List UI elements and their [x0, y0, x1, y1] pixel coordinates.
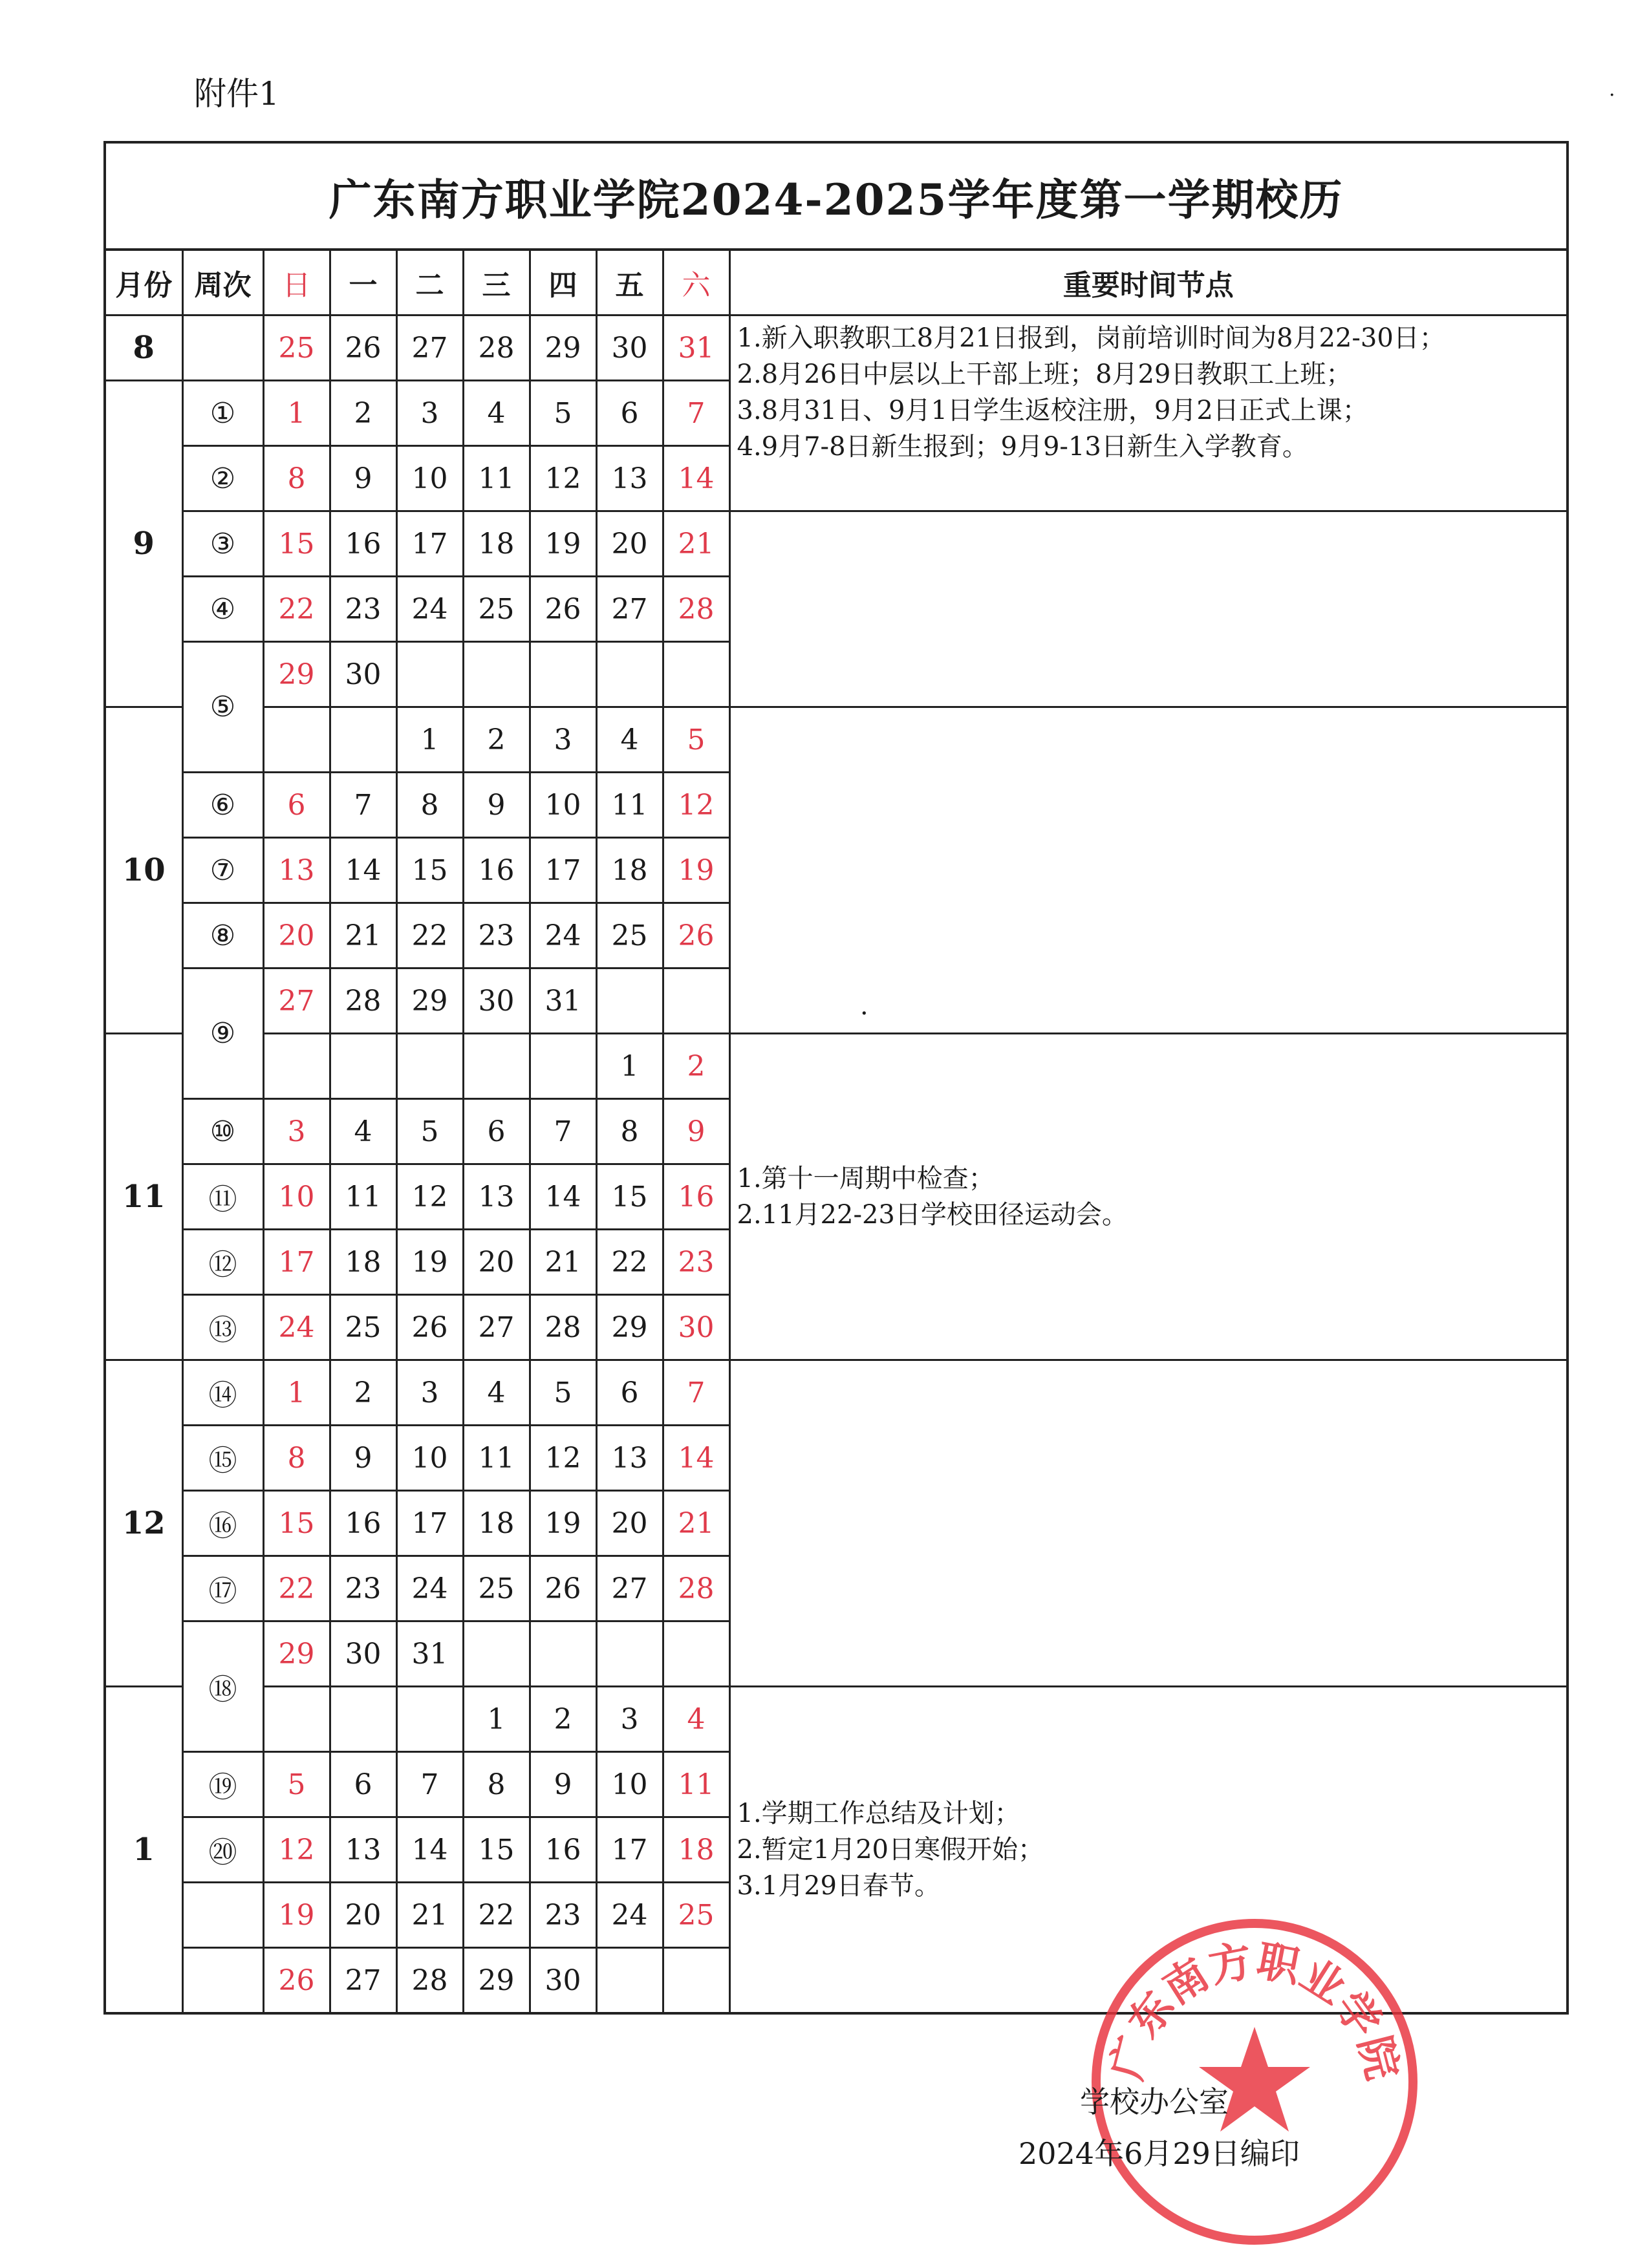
day-cell-mon: 11 [330, 1164, 396, 1230]
day-cell-thu: 7 [530, 1099, 596, 1164]
day-cell-mon: 27 [330, 1948, 396, 2014]
day-cell-tue: 3 [396, 1360, 463, 1426]
day-cell-fri: 3 [596, 1687, 663, 1752]
day-cell-thu: 3 [530, 707, 596, 773]
day-cell-thu: 9 [530, 1752, 596, 1817]
day-cell-wed: 15 [463, 1817, 530, 1883]
day-cell-sun: 15 [263, 511, 330, 577]
day-cell-sat [663, 1948, 729, 2014]
day-cell-thu: 5 [530, 1360, 596, 1426]
calendar-row [105, 316, 1568, 381]
day-cell-tue [396, 642, 463, 707]
day-cell-wed: 1 [463, 1687, 530, 1752]
day-cell-tue: 1 [396, 707, 463, 773]
day-cell-tue: 29 [396, 968, 463, 1034]
day-cell-thu: 30 [530, 1948, 596, 2014]
day-cell-fri: 27 [596, 1556, 663, 1621]
day-cell-mon: 2 [330, 1360, 396, 1426]
day-cell-mon: 16 [330, 1491, 396, 1556]
day-cell-sat: 7 [663, 1360, 729, 1426]
day-cell-thu [530, 1034, 596, 1099]
day-cell-thu: 16 [530, 1817, 596, 1883]
day-cell-tue [396, 1687, 463, 1752]
day-cell-wed: 28 [463, 316, 530, 381]
day-cell-wed: 13 [463, 1164, 530, 1230]
day-cell-thu: 12 [530, 1426, 596, 1491]
day-cell-sun: 25 [263, 316, 330, 381]
day-cell-sun: 8 [263, 446, 330, 511]
day-cell-wed: 11 [463, 1426, 530, 1491]
month-aug: 8 [105, 316, 182, 381]
day-cell-mon: 30 [330, 642, 396, 707]
day-cell-fri: 6 [596, 381, 663, 446]
day-cell-sun: 8 [263, 1426, 330, 1491]
week-number: ⑨ [182, 968, 263, 1099]
day-cell-sat: 14 [663, 446, 729, 511]
day-cell-mon: 25 [330, 1295, 396, 1360]
day-cell-sat: 25 [663, 1883, 729, 1948]
week-number: ⑳ [182, 1817, 263, 1883]
day-cell-wed [463, 642, 530, 707]
day-cell-tue: 15 [396, 838, 463, 903]
day-cell-wed: 4 [463, 381, 530, 446]
note-line: 2.11月22-23日学校田径运动会。 [737, 1200, 1128, 1230]
day-cell-sun: 13 [263, 838, 330, 903]
day-cell-sun: 22 [263, 1556, 330, 1621]
issue-date: 2024年6月29日编印 [1018, 2136, 1300, 2171]
day-cell-mon: 14 [330, 838, 396, 903]
day-cell-tue: 19 [396, 1230, 463, 1295]
day-cell-wed: 29 [463, 1948, 530, 2014]
day-cell-thu: 26 [530, 577, 596, 642]
day-cell-tue: 17 [396, 1491, 463, 1556]
day-cell-thu: 23 [530, 1883, 596, 1948]
day-cell-fri: 24 [596, 1883, 663, 1948]
day-cell-wed: 18 [463, 1491, 530, 1556]
day-cell-sun: 3 [263, 1099, 330, 1164]
day-cell-wed: 2 [463, 707, 530, 773]
day-cell-fri: 15 [596, 1164, 663, 1230]
day-cell-sat: 18 [663, 1817, 729, 1883]
day-cell-sun: 27 [263, 968, 330, 1034]
day-cell-sun: 20 [263, 903, 330, 968]
day-cell-fri: 20 [596, 1491, 663, 1556]
day-cell-thu: 5 [530, 381, 596, 446]
day-cell-mon [330, 1034, 396, 1099]
week-number: ⑩ [182, 1099, 263, 1164]
day-cell-fri: 13 [596, 1426, 663, 1491]
day-cell-mon: 7 [330, 773, 396, 838]
day-cell-fri: 25 [596, 903, 663, 968]
day-cell-sat: 28 [663, 577, 729, 642]
day-cell-tue: 31 [396, 1621, 463, 1687]
day-cell-mon: 9 [330, 446, 396, 511]
week-number: ⑤ [182, 642, 263, 773]
day-cell-thu: 2 [530, 1687, 596, 1752]
day-cell-sun: 24 [263, 1295, 330, 1360]
day-cell-tue: 10 [396, 446, 463, 511]
day-cell-fri [596, 1948, 663, 2014]
day-cell-wed [463, 1621, 530, 1687]
day-cell-tue: 27 [396, 316, 463, 381]
calendar-row [105, 511, 1568, 577]
note-line: 2.暂定1月20日寒假开始； [737, 1835, 1044, 1865]
day-cell-tue [396, 1034, 463, 1099]
day-cell-mon: 26 [330, 316, 396, 381]
day-cell-sun: 29 [263, 642, 330, 707]
month-jan: 1 [105, 1687, 182, 2014]
day-cell-tue: 17 [396, 511, 463, 577]
day-cell-wed: 30 [463, 968, 530, 1034]
day-cell-sat: 26 [663, 903, 729, 968]
day-cell-thu: 24 [530, 903, 596, 968]
note-line: 3.1月29日春节。 [737, 1871, 941, 1901]
day-cell-fri: 4 [596, 707, 663, 773]
day-cell-mon: 9 [330, 1426, 396, 1491]
note-line: 4.9月7-8日新生报到；9月9-13日新生入学教育。 [737, 432, 1308, 462]
day-cell-thu [530, 1621, 596, 1687]
notes-empty [729, 511, 1568, 707]
day-cell-tue: 21 [396, 1883, 463, 1948]
day-cell-thu: 28 [530, 1295, 596, 1360]
day-cell-mon: 4 [330, 1099, 396, 1164]
day-cell-wed: 20 [463, 1230, 530, 1295]
day-cell-sun [263, 1034, 330, 1099]
day-cell-wed: 25 [463, 1556, 530, 1621]
day-cell-sun: 1 [263, 381, 330, 446]
calendar-row [105, 1034, 1568, 1099]
scan-mark: · [1609, 84, 1615, 107]
week-number: ⑬ [182, 1295, 263, 1360]
day-cell-wed: 6 [463, 1099, 530, 1164]
week-header: 周次 [182, 250, 263, 316]
day-cell-mon: 13 [330, 1817, 396, 1883]
day-cell-sat [663, 968, 729, 1034]
week-number: ② [182, 446, 263, 511]
day-cell-wed [463, 1034, 530, 1099]
day-cell-mon: 23 [330, 577, 396, 642]
day-cell-mon: 23 [330, 1556, 396, 1621]
day-cell-wed: 8 [463, 1752, 530, 1817]
note-line: 1.新入职教职工8月21日报到，岗前培训时间为8月22-30日； [737, 323, 1445, 353]
week-number: ⑭ [182, 1360, 263, 1426]
day-cell-thu: 19 [530, 511, 596, 577]
day-cell-sat: 12 [663, 773, 729, 838]
day-cell-fri: 22 [596, 1230, 663, 1295]
day-header-thu: 四 [530, 250, 596, 316]
day-cell-sun: 19 [263, 1883, 330, 1948]
month-header: 月份 [105, 250, 182, 316]
week-number: ⑥ [182, 773, 263, 838]
day-cell-thu: 17 [530, 838, 596, 903]
day-cell-sat: 21 [663, 511, 729, 577]
day-cell-tue: 26 [396, 1295, 463, 1360]
day-header-fri: 五 [596, 250, 663, 316]
week-number: ⑧ [182, 903, 263, 968]
day-cell-tue: 5 [396, 1099, 463, 1164]
day-cell-tue: 10 [396, 1426, 463, 1491]
week-cell-empty [182, 316, 263, 381]
day-header-sun: 日 [263, 250, 330, 316]
day-cell-sat [663, 642, 729, 707]
day-cell-wed: 16 [463, 838, 530, 903]
day-cell-sun: 1 [263, 1360, 330, 1426]
issuing-office: 学校办公室 [1080, 2084, 1229, 2119]
day-cell-tue: 12 [396, 1164, 463, 1230]
scan-speck: · [860, 999, 868, 1029]
day-cell-thu: 26 [530, 1556, 596, 1621]
day-cell-thu: 19 [530, 1491, 596, 1556]
day-cell-fri: 1 [596, 1034, 663, 1099]
calendar-table [103, 141, 1569, 2015]
calendar-row [105, 1360, 1568, 1426]
day-cell-mon [330, 707, 396, 773]
week-number: ① [182, 381, 263, 446]
day-cell-wed: 18 [463, 511, 530, 577]
week-cell-empty [182, 1948, 263, 2014]
notes-aug-sep [729, 316, 1568, 511]
day-cell-sat: 28 [663, 1556, 729, 1621]
notes-empty [729, 707, 1568, 1034]
day-cell-mon: 2 [330, 381, 396, 446]
day-cell-fri [596, 642, 663, 707]
day-cell-fri [596, 968, 663, 1034]
day-cell-wed: 4 [463, 1360, 530, 1426]
day-cell-sun [263, 1687, 330, 1752]
day-cell-sat: 11 [663, 1752, 729, 1817]
calendar-row [105, 707, 1568, 773]
day-cell-wed: 22 [463, 1883, 530, 1948]
day-cell-fri: 20 [596, 511, 663, 577]
day-cell-tue: 8 [396, 773, 463, 838]
day-cell-sun: 26 [263, 1948, 330, 2014]
day-cell-mon: 18 [330, 1230, 396, 1295]
day-cell-sun: 29 [263, 1621, 330, 1687]
day-header-tue: 二 [396, 250, 463, 316]
week-number: ⑪ [182, 1164, 263, 1230]
day-cell-mon: 28 [330, 968, 396, 1034]
notes-empty [729, 1360, 1568, 1687]
day-cell-fri: 17 [596, 1817, 663, 1883]
day-cell-fri: 29 [596, 1295, 663, 1360]
note-line: 1.第十一周期中检查； [737, 1164, 995, 1193]
month-oct: 10 [105, 707, 182, 1034]
day-cell-tue: 14 [396, 1817, 463, 1883]
month-dec: 12 [105, 1360, 182, 1687]
day-cell-sun: 12 [263, 1817, 330, 1883]
day-cell-sat: 7 [663, 381, 729, 446]
day-cell-mon: 6 [330, 1752, 396, 1817]
calendar-title: 广东南方职业学院2024-2025学年度第一学期校历 [105, 142, 1568, 250]
day-header-sat: 六 [663, 250, 729, 316]
week-number: ⑱ [182, 1621, 263, 1752]
day-cell-thu: 21 [530, 1230, 596, 1295]
day-cell-fri: 13 [596, 446, 663, 511]
day-cell-mon: 20 [330, 1883, 396, 1948]
day-cell-wed: 9 [463, 773, 530, 838]
week-number: ⑫ [182, 1230, 263, 1295]
day-cell-sat: 9 [663, 1099, 729, 1164]
day-cell-fri [596, 1621, 663, 1687]
day-cell-sat: 16 [663, 1164, 729, 1230]
week-number: ⑮ [182, 1426, 263, 1491]
day-cell-sun: 5 [263, 1752, 330, 1817]
day-cell-tue: 7 [396, 1752, 463, 1817]
day-cell-fri: 18 [596, 838, 663, 903]
day-cell-wed: 23 [463, 903, 530, 968]
day-cell-fri: 11 [596, 773, 663, 838]
day-cell-wed: 27 [463, 1295, 530, 1360]
day-cell-thu: 14 [530, 1164, 596, 1230]
note-line: 2.8月26日中层以上干部上班；8月29日教职工上班； [737, 359, 1352, 389]
week-number: ⑯ [182, 1491, 263, 1556]
day-cell-tue: 24 [396, 1556, 463, 1621]
day-cell-sat: 5 [663, 707, 729, 773]
day-cell-wed: 25 [463, 577, 530, 642]
day-cell-sat: 31 [663, 316, 729, 381]
week-number: ⑦ [182, 838, 263, 903]
attachment-label: 附件1 [194, 75, 279, 112]
day-header-wed: 三 [463, 250, 530, 316]
calendar-row [105, 1687, 1568, 1752]
week-number: ④ [182, 577, 263, 642]
day-cell-fri: 27 [596, 577, 663, 642]
week-number: ⑲ [182, 1752, 263, 1817]
day-cell-tue: 3 [396, 381, 463, 446]
day-cell-fri: 6 [596, 1360, 663, 1426]
day-cell-fri: 30 [596, 316, 663, 381]
day-cell-thu: 31 [530, 968, 596, 1034]
day-cell-sat [663, 1621, 729, 1687]
day-cell-wed: 11 [463, 446, 530, 511]
day-cell-thu [530, 642, 596, 707]
day-cell-thu: 12 [530, 446, 596, 511]
seal-text: 广东南方职业学院 [1101, 1934, 1408, 2085]
day-cell-fri: 8 [596, 1099, 663, 1164]
day-cell-sun: 15 [263, 1491, 330, 1556]
day-cell-sun: 17 [263, 1230, 330, 1295]
day-cell-mon: 21 [330, 903, 396, 968]
notes-nov [729, 1034, 1568, 1360]
week-cell-empty [182, 1883, 263, 1948]
day-cell-sat: 14 [663, 1426, 729, 1491]
day-cell-sun: 10 [263, 1164, 330, 1230]
day-cell-sun [263, 707, 330, 773]
notes-header: 重要时间节点 [729, 250, 1568, 316]
day-cell-mon: 30 [330, 1621, 396, 1687]
day-cell-sat: 2 [663, 1034, 729, 1099]
month-nov: 11 [105, 1034, 182, 1360]
day-cell-mon [330, 1687, 396, 1752]
day-cell-thu: 29 [530, 316, 596, 381]
day-cell-sat: 23 [663, 1230, 729, 1295]
day-cell-sat: 4 [663, 1687, 729, 1752]
note-line: 1.学期工作总结及计划； [737, 1799, 1020, 1828]
day-cell-mon: 16 [330, 511, 396, 577]
day-header-mon: 一 [330, 250, 396, 316]
day-cell-sat: 30 [663, 1295, 729, 1360]
day-cell-tue: 24 [396, 577, 463, 642]
month-sep: 9 [105, 381, 182, 707]
week-number: ⑰ [182, 1556, 263, 1621]
day-cell-sun: 6 [263, 773, 330, 838]
week-number: ③ [182, 511, 263, 577]
day-cell-sun: 22 [263, 577, 330, 642]
day-cell-thu: 10 [530, 773, 596, 838]
day-cell-sat: 21 [663, 1491, 729, 1556]
day-cell-tue: 22 [396, 903, 463, 968]
day-cell-sat: 19 [663, 838, 729, 903]
day-cell-fri: 10 [596, 1752, 663, 1817]
note-line: 3.8月31日、9月1日学生返校注册，9月2日正式上课； [737, 396, 1368, 425]
day-cell-tue: 28 [396, 1948, 463, 2014]
